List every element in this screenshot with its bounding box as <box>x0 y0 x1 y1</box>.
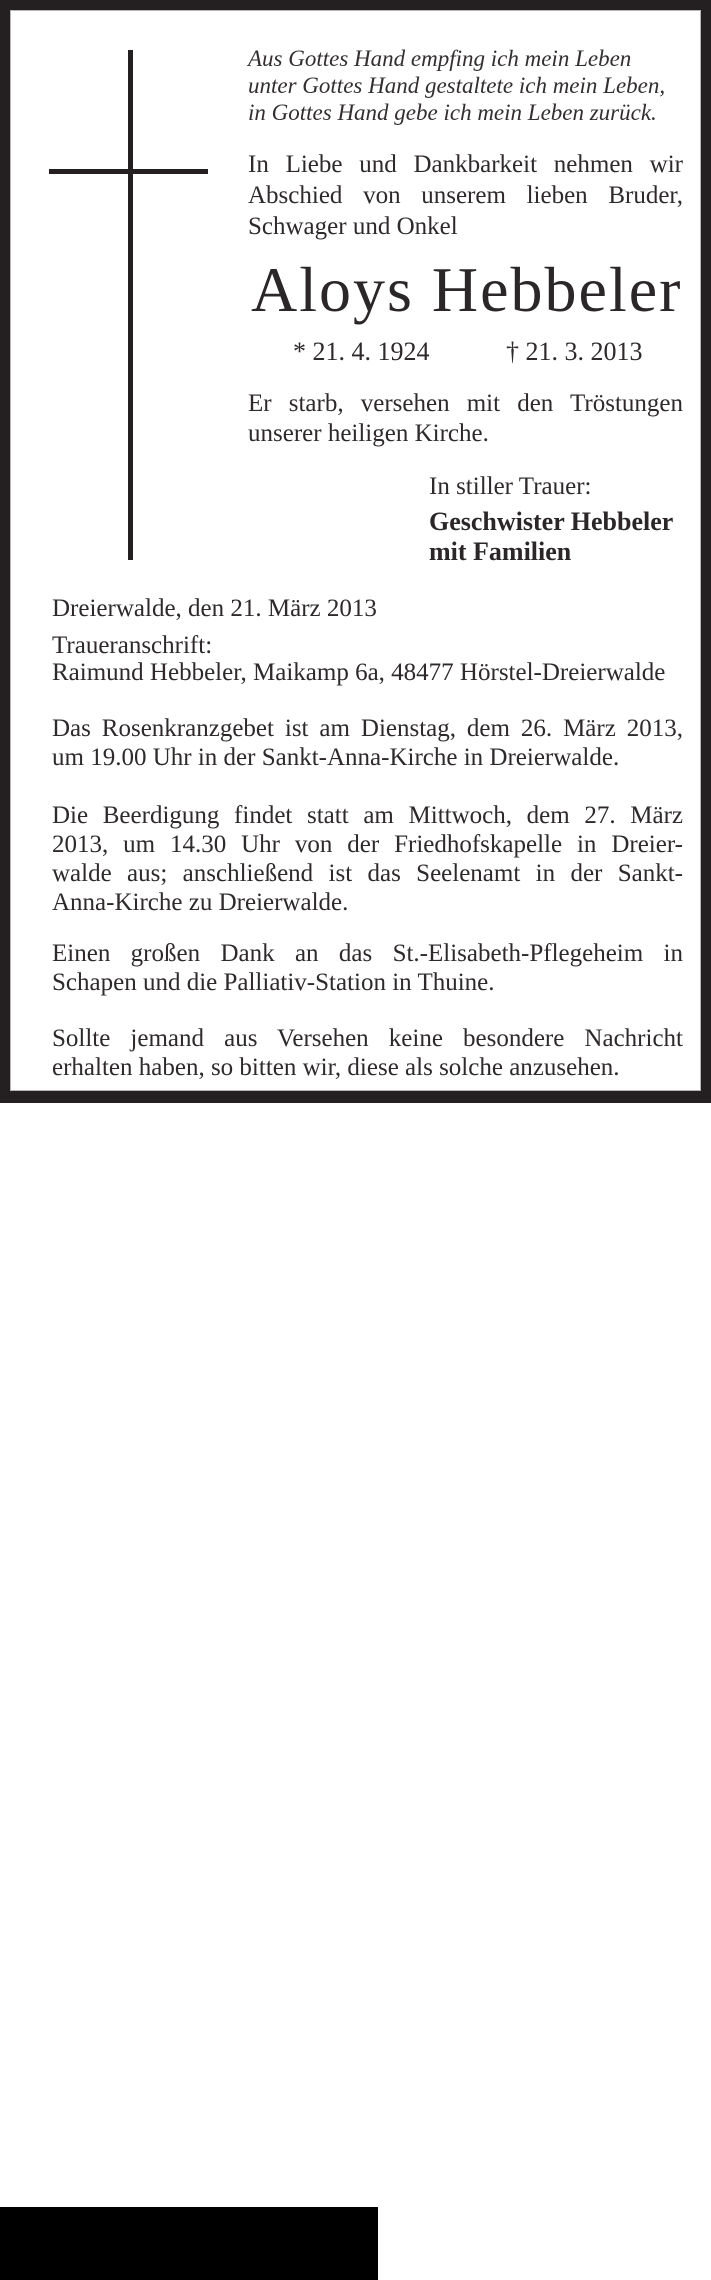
funeral-line: Anna-Kirche zu Dreierwalde. <box>52 889 349 916</box>
epigraph-line: in Gottes Hand gebe ich mein Leben zurück. <box>248 100 657 125</box>
obituary-card-inner <box>10 10 701 1091</box>
mourner-line: Geschwister Hebbeler <box>429 507 674 536</box>
birth-date: * 21. 4. 1924 <box>293 337 430 366</box>
intro-line: In Liebe und Dankbarkeit nehmen wir <box>248 151 683 178</box>
notice-paragraph <box>52 1024 683 1082</box>
thanks-paragraph <box>52 939 683 997</box>
cross-icon-vertical-bar <box>128 50 133 560</box>
place-date-line: Dreierwalde, den 21. März 2013 <box>52 595 377 622</box>
bottom-strip <box>0 1103 711 1177</box>
rosary-paragraph <box>52 714 683 772</box>
mourners <box>429 507 673 567</box>
rosary-line: um 19.00 Uhr in der Sankt-Anna-Kirche in Dreierwalde. <box>52 744 620 771</box>
intro-line: Schwager und Onkel <box>248 213 458 240</box>
rosary-line: Das Rosenkranzgebet ist am Dienstag, dem 26. März 2013, <box>52 715 683 742</box>
funeral-line: walde aus; anschließend ist das Seelenamt in der Sankt- <box>52 860 683 887</box>
intro-line: Abschied von unserem lieben Bruder, <box>248 182 683 209</box>
mourner-line: mit Familien <box>429 537 572 566</box>
mourning-label: In stiller Trauer: <box>429 473 592 500</box>
obituary-card <box>0 0 711 1103</box>
thanks-line: Einen großen Dank an das St.-Elisabeth-Pflegeheim in <box>52 940 683 967</box>
funeral-line: Die Beerdigung findet statt am Mittwoch, dem 27. März <box>52 802 683 829</box>
death-date: † 21. 3. 2013 <box>506 337 643 366</box>
death-note-line: Er starb, versehen mit den Tröstungen <box>248 390 683 417</box>
bottom-black-block <box>0 2207 378 2280</box>
address-label: Traueranschrift: <box>52 632 213 659</box>
death-note-line: unserer heiligen Kirche. <box>248 420 489 447</box>
death-note <box>248 389 683 449</box>
thanks-line: Schapen und die Palliativ-Station in Thuine. <box>52 969 495 996</box>
funeral-paragraph <box>52 801 683 917</box>
cross-icon-horizontal-bar <box>49 169 208 174</box>
epigraph-line: unter Gottes Hand gestaltete ich mein Leben, <box>248 73 666 98</box>
intro-text <box>248 149 683 242</box>
address-line: Raimund Hebbeler, Maikamp 6a, 48477 Hörstel-Dreierwalde <box>52 659 666 686</box>
deceased-name: Aloys Hebbeler <box>251 254 683 325</box>
notice-line: erhalten haben, so bitten wir, diese als solche anzusehen. <box>52 1054 620 1081</box>
epigraph-line: Aus Gottes Hand empfing ich mein Leben <box>248 46 632 71</box>
epigraph <box>248 45 690 126</box>
notice-line: Sollte jemand aus Versehen keine besondere Nachricht <box>52 1025 683 1052</box>
funeral-line: 2013, um 14.30 Uhr von der Friedhofskapelle in Dreier- <box>52 831 683 858</box>
